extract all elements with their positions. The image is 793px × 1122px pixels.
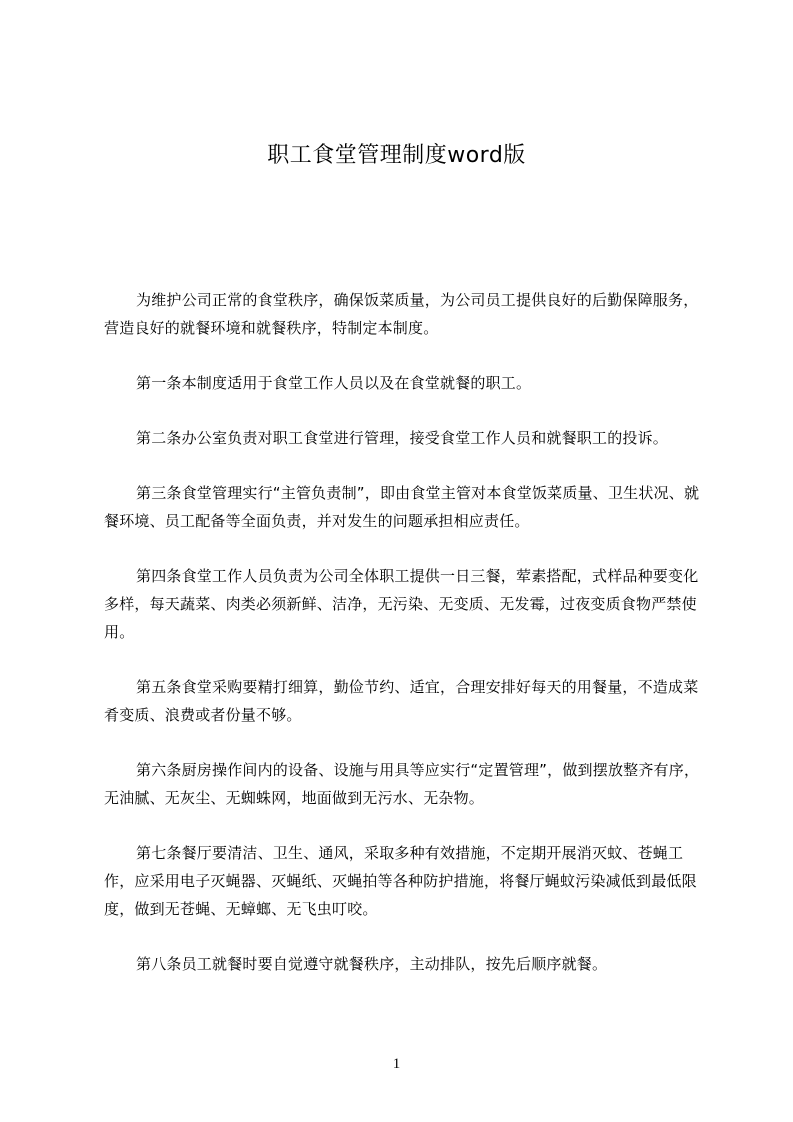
intro-paragraph: 为维护公司正常的食堂秩序，确保饭菜质量，为公司员工提供良好的后勤保障服务，营造良好的就餐环境和就餐秩序，特制定本制度。 [104, 291, 699, 337]
document-body [104, 286, 703, 1005]
article-2-paragraph: 第二条办公室负责对职工食堂进行管理，接受食堂工作人员和就餐职工的投诉。 [136, 429, 669, 447]
article-3-paragraph: 第三条食堂管理实行“主管负责制”，即由食堂主管对本食堂饭菜质量、卫生状况、就餐环境、员工配备等全面负责，并对发生的问题承担相应责任。 [104, 484, 700, 530]
article-4-paragraph: 第四条食堂工作人员负责为公司全体职工提供一日三餐，荤素搭配，式样品种要变化多样，每天蔬菜、肉类必须新鲜、洁净，无污染、无变质、无发霉，过夜变质食物严禁使用。 [104, 567, 699, 641]
document-title: 职工食堂管理制度word版 [267, 143, 526, 168]
article-8-paragraph: 第八条员工就餐时要自觉遵守就餐秩序，主动排队，按先后顺序就餐。 [136, 955, 608, 973]
article-5-paragraph: 第五条食堂采购要精打细算，勤俭节约、适宜，合理安排好每天的用餐量，不造成菜肴变质、浪费或者份量不够。 [104, 678, 699, 724]
page-number: 1 [392, 1056, 401, 1072]
article-6-paragraph: 第六条厨房操作间内的设备、设施与用具等应实行“定置管理”，做到摆放整齐有序，无油腻、无灰尘、无蜘蛛网，地面做到无污水、无杂物。 [104, 761, 700, 807]
article-7-paragraph: 第七条餐厅要清洁、卫生、通风，采取多种有效措施，不定期开展消灭蚊、苍蝇工作，应采用电子灭蝇器、灭蝇纸、灭蝇拍等各种防护措施，将餐厅蝇蚊污染减低到最低限度，做到无苍蝇、无蟑螂、无飞虫叮咬。 [104, 844, 697, 918]
article-1-paragraph: 第一条本制度适用于食堂工作人员以及在食堂就餐的职工。 [136, 374, 532, 392]
